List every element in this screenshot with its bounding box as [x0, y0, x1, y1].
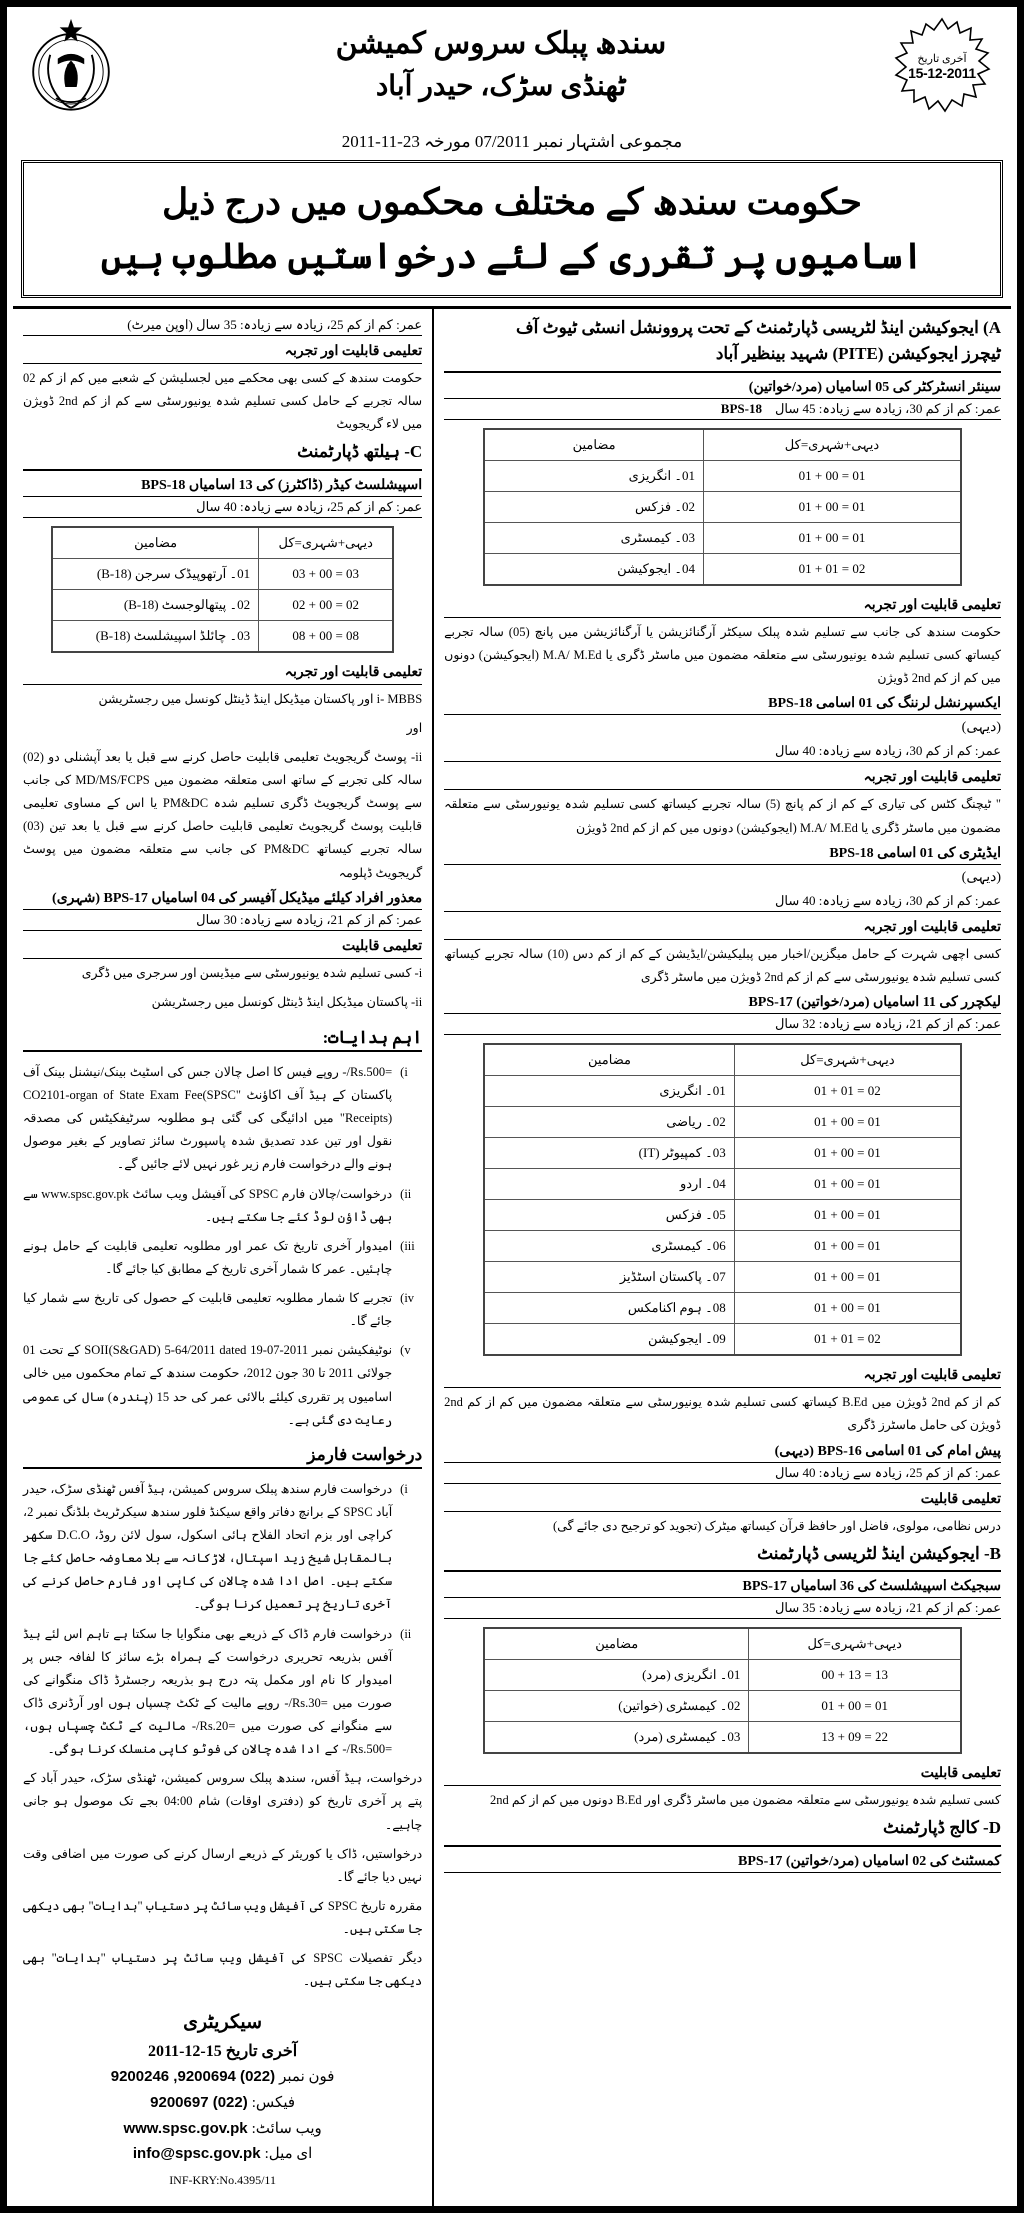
application-note-3: مقررہ تاریخ SPSC کی آفیشل ویب سائٹ پر دستیاب "ہدایات" بھی دیکھی جا سکتی ہیں۔ [23, 1898, 423, 1937]
post-subject-specialist-age: عمر: کم از کم 21، زیادہ سے زیادہ: 35 سال [444, 1598, 1001, 1619]
list-item [23, 1284, 422, 1336]
government-crest [23, 17, 119, 121]
list-item [23, 1620, 422, 1765]
health-qual-conjunction: اور [406, 720, 423, 735]
website-label: ویب سائٹ: [251, 2120, 322, 2137]
qual-heading-6: تعلیمی قابلیت [444, 1762, 1001, 1786]
row-subject: 02۔ پیتھالوجسٹ (B-18) [52, 589, 259, 620]
col-subject-header: مضامین [484, 429, 703, 461]
lecturer-posts-table [483, 1043, 962, 1356]
phone-number: (022) 9200694, 9200246 [110, 2068, 276, 2086]
section-b-heading: B- ایجوکیشن اینڈ لٹریسی ڈپارٹمنٹ [444, 1541, 1001, 1572]
phone-row [23, 2064, 422, 2090]
health-qual-heading: تعلیمی قابلیت اور تجربہ [23, 661, 422, 685]
item-number: (iv [400, 1291, 415, 1306]
phone-label: فون نمبر [279, 2069, 335, 2086]
post-medical-officer-title: معذور افراد کیلئے میڈیکل آفیسر کی 04 اسامیاں BPS-17 (شہری) [23, 888, 422, 910]
table-row [52, 558, 393, 589]
table-header-row [52, 527, 393, 559]
medical-officer-qual-item-1: i- کسی تسلیم شدہ یونیورسٹی سے میڈیسن اور سرجری میں ڈگری [81, 965, 423, 980]
qual-heading-5: تعلیمی قابلیت [444, 1488, 1001, 1512]
item-number: (ii [400, 1626, 412, 1641]
qual-text-2: " ٹیچنگ کٹس کی تیاری کے کم از کم پانچ (5) سالہ تجربے کیساتھ کسی تسلیم شدہ یونیورسٹی سے متعلقہ مضمون میں ماسٹر ڈگری یا M.A/ M.Ed (ایجوکیشن) دونوں میں کم از کم 2nd ڈویژن [444, 797, 1001, 835]
qual-heading-4: تعلیمی قابلیت اور تجربہ [444, 1364, 1001, 1388]
row-total: 01 = 00 + 01 [734, 1293, 961, 1324]
table-header-row [484, 1628, 961, 1660]
row-subject: 02۔ کیمسٹری (خواتین) [484, 1691, 749, 1722]
post-editor-title: ایڈیٹری کی 01 اسامی BPS-18 [444, 843, 1001, 865]
table-row [484, 1076, 961, 1107]
application-note-2: درخواستیں، ڈاک یا کوریئر کے ذریعے ارسال کرنے کی صورت میں اضافی وقت نہیں دیا جائے گا۔ [23, 1846, 423, 1884]
row-subject: 02۔ ریاضی [484, 1107, 734, 1138]
item-text: درخواست/چالان فارم SPSC کی آفیشل ویب سائٹ www.spsc.gov.pk سے بھی ڈاؤن لوڈ کئے جا سکتے ہیں۔ [23, 1186, 393, 1224]
row-subject: 03۔ کیمسٹری [484, 522, 703, 553]
row-subject: 01۔ انگریزی [484, 460, 703, 491]
banner-line-2: اسامیوں پر تقرری کے لئے درخواستیں مطلوب ہیں [100, 236, 924, 276]
website-row[interactable] [23, 2116, 422, 2142]
table-row [484, 1262, 961, 1293]
row-subject: 04۔ اردو [484, 1169, 734, 1200]
post-senior-instructor-bps: BPS-18 [720, 400, 762, 416]
col-total-header: دیہی+شہری=کل [734, 1044, 961, 1076]
section-a-heading [444, 315, 1001, 373]
row-total: 01 = 00 + 01 [734, 1231, 961, 1262]
col-subject-header: مضامین [52, 527, 259, 559]
table-row [484, 491, 961, 522]
post-editor-age: عمر: کم از کم 30، زیادہ سے زیادہ: 40 سال [444, 891, 1001, 912]
item-number: (iii [400, 1238, 415, 1253]
qual-text-3: کسی اچھی شہرت کے حامل میگزین/اخبار میں پبلیکیشن/ایڈیشن کے کم از کم دس (10) سالہ تجربے کیساتھ کسی تسلیم شدہ یونیورسٹی سے کم از کم 2nd ڈویژن میں ماسٹر ڈگری [444, 947, 1001, 985]
right-column [432, 309, 1011, 2206]
col-subject-header: مضامین [484, 1628, 749, 1660]
crest-icon [23, 17, 119, 121]
deadline-date: 15-12-2011 [908, 65, 976, 82]
email-address[interactable]: info@spsc.gov.pk [132, 2145, 261, 2163]
instructions-list [23, 1058, 422, 1435]
post-lecturer-age: عمر: کم از کم 21، زیادہ سے زیادہ: 32 سال [444, 1014, 1001, 1035]
qual-heading-3: تعلیمی قابلیت اور تجربہ [444, 916, 1001, 940]
org-name: سندھ پبلک سروس کمیشن [335, 27, 667, 60]
deadline-badge [883, 17, 1001, 117]
qual-text-5: درس نظامی، مولوی، فاضل اور حافظ قرآن کیساتھ میٹرک (تجوید کو ترجیح دی جائے گی) [552, 1518, 1001, 1533]
qual-text-4: کم از کم 2nd ڈویژن میں B.Ed کیساتھ کسی تسلیم شدہ یونیورسٹی سے متعلقہ مضمون میں کم از کم 2nd ڈویژن کی حامل ماسٹرز ڈگری [444, 1395, 1001, 1433]
qual-heading-2: تعلیمی قابلیت اور تجربہ [444, 766, 1001, 790]
row-total: 22 = 09 + 13 [749, 1722, 961, 1754]
qual-text-6: کسی تسلیم شدہ یونیورسٹی سے متعلقہ مضمون میں ماسٹر ڈگری اور B.Ed دونوں میں کم از کم 2nd [490, 1793, 1001, 1808]
post-subject-specialist-title: سبجیکٹ اسپیشلسٹ کی 36 اسامیاں BPS-17 [444, 1576, 1001, 1598]
content-columns [13, 306, 1011, 2206]
col-total-header: دیہی+شہری=کل [749, 1628, 961, 1660]
application-forms-list [23, 1475, 422, 1765]
fax-label: فیکس: [251, 2095, 296, 2112]
row-subject: 05۔ فزکس [484, 1200, 734, 1231]
post-editor-area: (دیہی) [961, 869, 1001, 885]
row-total: 01 = 00 + 01 [703, 522, 961, 553]
row-total: 01 = 00 + 01 [734, 1200, 961, 1231]
table-row [52, 589, 393, 620]
section-c-top-age: عمر: کم از کم 25، زیادہ سے زیادہ: 35 سال (اوپن میرٹ) [23, 315, 422, 336]
item-number: (ii [400, 1186, 412, 1201]
row-total: 01 = 00 + 01 [703, 460, 961, 491]
section-a-heading-line2: ٹیچرز ایجوکیشن (PITE) شہید بینظیر آباد [715, 344, 1001, 364]
fax-number: (022) 9200697 [150, 2094, 248, 2112]
section-a-heading-line1: A) ایجوکیشن اینڈ لٹریسی ڈپارٹمنٹ کے تحت پروونشل انسٹی ٹیوٹ آف [516, 318, 1001, 337]
item-number: (i [400, 1064, 408, 1079]
medical-officer-qual-item-2: ii- پاکستان میڈیکل اینڈ ڈینٹل کونسل میں رجسٹریشن [151, 994, 423, 1009]
application-note-4: دیگر تفصیلات SPSC کی آفیشل ویب سائٹ پر دستیاب "ہدایات" بھی دیکھی جا سکتی ہیں۔ [23, 1951, 423, 1989]
senior-instructor-posts-table [483, 428, 962, 586]
row-total: 13 = 13 + 00 [749, 1660, 961, 1691]
row-total: 02 = 01 + 01 [734, 1076, 961, 1107]
row-total: 01 = 00 + 01 [703, 491, 961, 522]
qual-heading-1: تعلیمی قابلیت اور تجربہ [444, 594, 1001, 618]
row-subject: 01۔ انگریزی [484, 1076, 734, 1107]
row-total: 02 = 01 + 01 [734, 1324, 961, 1356]
row-subject: 03۔ چائلڈ اسپیشلسٹ (B-18) [52, 620, 259, 652]
email-label: ای میل: [264, 2146, 313, 2163]
banner-line-1: حکومت سندھ کے مختلف محکموں میں درج ذیل [162, 182, 862, 222]
list-item [23, 1475, 422, 1620]
post-d-title: کمسٹنٹ کی 02 اسامیاں (مرد/خواتین) BPS-17 [444, 1851, 1001, 1873]
post-senior-instructor-title: سینئر انسٹرکٹر کی 05 اسامیاں (مرد/خواتین) [444, 377, 1001, 399]
table-row [484, 1660, 961, 1691]
row-subject: 03۔ کیمسٹری (مرد) [484, 1722, 749, 1754]
medical-officer-qual-heading: تعلیمی قابلیت [23, 935, 422, 959]
list-item [23, 1058, 422, 1180]
row-subject: 01۔ انگریزی (مرد) [484, 1660, 749, 1691]
row-total: 01 = 00 + 01 [749, 1691, 961, 1722]
row-subject: 03۔ کمپیوٹر (IT) [484, 1138, 734, 1169]
post-experiential-learning-age: عمر: کم از کم 30، زیادہ سے زیادہ: 40 سال [444, 741, 1001, 762]
section-c-heading: C- ہیلتھ ڈپارٹمنٹ [23, 439, 422, 470]
col-total-header: دیہی+شہری=کل [259, 527, 394, 559]
table-row [484, 1691, 961, 1722]
table-row [52, 620, 393, 652]
list-item [23, 1180, 422, 1232]
item-text: درخواست فارم سندھ پبلک سروس کمیشن، ہیڈ آفس ٹھنڈی سڑک، حیدر آباد SPSC کے برانچ دفاتر واقع سیکنڈ فلور سندھ سیکرٹریٹ بلڈنگ نمبر 2، کراچی اور بزم اتحاد الفلاح ہائی اسکول، سول لائن روڈ، D.C.O سکھر بالمقابل شیخ زید اسپتال، لاڑکانہ سے بلا معاوضہ حاصل کئے جا سکتے ہیں۔ اصل ادا شدہ چالان کی کاپی اور فارم حاصل کرنے کی آخری تاریخ پر تعمیل کرنا ہوگی۔ [23, 1481, 393, 1612]
main-banner [21, 160, 1003, 298]
row-subject: 09۔ ایجوکیشن [484, 1324, 734, 1356]
deadline-label: آخری تاریخ [917, 52, 967, 65]
row-total: 01 = 00 + 01 [734, 1262, 961, 1293]
table-row [484, 1324, 961, 1356]
health-qual-item-2: ii- پوسٹ گریجویٹ تعلیمی قابلیت حاصل کرنے سے قبل یا بعد آپشنلی دو (02) سالہ کلی تجربے کے ساتھ اسی متعلقہ مضمون میں MD/MS/FCPS کی جانب سے پوسٹ گریجویٹ ڈگری تسلیم شدہ PM&DC یا اس کے مساوی تعلیمی قابلیت پوسٹ گریجویٹ تعلیمی قابلیت حاصل کرنے سے قبل یا بعد تین (03) سالہ تجربے کیساتھ PM&DC کی جانب سے متعلقہ مضمون میں پوسٹ گریجویٹ ڈپلومہ [23, 749, 423, 880]
item-text: نوٹیفکیشن نمبر SOII(S&GAD) 5-64/2011 dated 19-07-2011 کے تحت 01 جولائی 2011 تا 30 جون 2012، حکومت سندھ کے تمام محکموں میں خالی اسامیوں پر تقرری کیلئے بالائی عمر کی حد 15 (پندرہ) سال کی عمومی رعایت دی گئی ہے۔ [23, 1343, 393, 1427]
table-row [484, 1293, 961, 1324]
row-subject: 04۔ ایجوکیشن [484, 553, 703, 585]
row-total: 01 = 00 + 01 [734, 1169, 961, 1200]
website-url[interactable]: www.spsc.gov.pk [123, 2119, 248, 2137]
post-senior-instructor-age-text: عمر: کم از کم 30، زیادہ سے زیادہ: 45 سال [774, 400, 1001, 416]
left-column [13, 309, 432, 2206]
row-subject: 08۔ ہوم اکنامکس [484, 1293, 734, 1324]
table-row [484, 1231, 961, 1262]
advert-number: مجموعی اشتہار نمبر 07/2011 مورخہ 23-11-2011 [341, 132, 683, 151]
item-number: (v [400, 1343, 411, 1358]
row-subject: 06۔ کیمسٹری [484, 1231, 734, 1262]
post-medical-officer-age: عمر: کم از کم 21، زیادہ سے زیادہ: 30 سال [23, 910, 422, 931]
inf-number: INF-KRY:No.4395/11 [169, 2172, 276, 2187]
row-total: 02 = 00 + 02 [259, 589, 394, 620]
table-row [484, 1107, 961, 1138]
item-text: تجربے کا شمار مطلوبہ تعلیمی قابلیت کے حصول کی تاریخ سے شمار کیا جائے گا۔ [23, 1291, 393, 1329]
post-senior-instructor-age [444, 399, 1001, 420]
section-c-top-qual-heading: تعلیمی قابلیت اور تجربہ [23, 340, 422, 364]
col-subject-header: مضامین [484, 1044, 734, 1076]
post-specialist-cadre-title: اسپیشلسٹ کیڈر (ڈاکٹرز) کی 13 اسامیاں BPS-18 [23, 475, 422, 497]
row-total: 03 = 00 + 03 [259, 558, 394, 589]
post-lecturer-title: لیکچرر کی 11 اسامیاں (مرد/خواتین) BPS-17 [444, 992, 1001, 1014]
post-experiential-learning-area: (دیہی) [961, 720, 1001, 736]
table-row [484, 1169, 961, 1200]
health-posts-table [51, 526, 394, 653]
item-text: =Rs.500/- روپے فیس کا اصل چالان جس کی اسٹیٹ بینک/نیشنل بینک آف پاکستان کے ہیڈ آف اکاؤنٹ "CO2101-organ of State Exam Fee(SPSC Receipts)" میں ادائیگی کی گئی ہو مطلوبہ سرٹیفکیٹس کی مصدقہ نقول اور تین عدد تصدیق شدہ پاسپورٹ سائز تصاویر کے بغیر موصول ہونے والے درخواست فارم زیر غور نہیں لائے جائیں گے۔ [23, 1064, 393, 1172]
col-total-header: دیہی+شہری=کل [703, 429, 961, 461]
row-total: 02 = 01 + 01 [703, 553, 961, 585]
list-item [23, 1232, 422, 1284]
row-total: 01 = 00 + 01 [734, 1138, 961, 1169]
table-row [484, 1200, 961, 1231]
application-note-1: درخواست، ہیڈ آفس، سندھ پبلک سروس کمیشن، ٹھنڈی سڑک، حیدر آباد کے پتے پر آخری تاریخ کو (دفتری اوقات) شام 04:00 بجے تک موصول ہو جانی چاہیے۔ [23, 1771, 423, 1832]
instructions-heading: اہم ہدایات: [23, 1027, 422, 1052]
table-row [484, 1722, 961, 1754]
email-row[interactable] [23, 2141, 422, 2167]
fax-row [23, 2090, 422, 2116]
row-total: 01 = 00 + 01 [734, 1107, 961, 1138]
post-specialist-cadre-age: عمر: کم از کم 25، زیادہ سے زیادہ: 40 سال [23, 497, 422, 518]
footer-last-date: آخری تاریخ 15-12-2011 [147, 2042, 298, 2060]
item-text: درخواست فارم ڈاک کے ذریعے بھی منگوایا جا سکتا ہے تاہم اس لئے ہیڈ آفس بذریعہ تحریری درخواست کے ہمراہ بڑے سائز کا لفافہ جس پر امیدوار کا نام اور مکمل پتہ درج ہو بذریعہ رجسٹرڈ ڈاک منگوانے کی صورت میں =Rs.30/- روپے مالیت کے ٹکٹ چسپاں ہوں اور آرڈنری ڈاک سے منگوانے کی صورت میں =Rs.20/- مالیت کے ٹکٹ چسپاں ہوں، =Rs.500/- کے ادا شدہ چالان کی فوٹو کاپی منسلک کرنا ہوگی۔ [23, 1626, 393, 1757]
row-subject: 07۔ پاکستان اسٹڈیز [484, 1262, 734, 1293]
table-header-row [484, 1044, 961, 1076]
table-row [484, 1138, 961, 1169]
masthead [7, 7, 1017, 121]
post-pesh-imam-title: پیش امام کی 01 اسامی BPS-16 (دیہی) [444, 1441, 1001, 1463]
row-total: 08 = 00 + 08 [259, 620, 394, 652]
list-item [23, 1336, 422, 1435]
table-row [484, 522, 961, 553]
org-title [119, 17, 883, 108]
org-address: ٹھنڈی سڑک، حیدر آباد [375, 71, 627, 102]
secretary-label: سیکریٹری [183, 2012, 263, 2034]
application-forms-heading: درخواست فارمز [23, 1445, 422, 1469]
table-row [484, 460, 961, 491]
footer [23, 1996, 422, 2196]
health-qual-item-1: i- MBBS اور پاکستان میڈیکل اینڈ ڈینٹل کونسل میں رجسٹریشن [98, 691, 423, 706]
row-subject: 01۔ آرتھوپیڈک سرجن (B-18) [52, 558, 259, 589]
qual-text-1: حکومت سندھ کی جانب سے تسلیم شدہ پبلک سیکٹر آرگنائزیشن یا آرگنائزیشن میں پانچ (05) سالہ تجربے کیساتھ کسی تسلیم شدہ یونیورسٹی سے متعلقہ مضمون میں ماسٹر ڈگری یا M.A/ M.Ed (ایجوکیشن) دونوں میں کم از کم 2nd ڈویژن [444, 624, 1001, 685]
item-text: امیدوار آخری تاریخ تک عمر اور مطلوبہ تعلیمی قابلیت کے حامل ہونے چاہئیں۔ عمر کا شمار آخری تاریخ کے مطابق کیا جائے گا۔ [23, 1238, 393, 1276]
item-number: (i [400, 1481, 408, 1496]
row-subject: 02۔ فزکس [484, 491, 703, 522]
table-header-row [484, 429, 961, 461]
section-c-top-qual-text: حکومت سندھ کے کسی بھی محکمے میں لجسلیشن کے شعبے میں کم از کم 02 سالہ تجربے کے حامل کسی تسلیم شدہ یونیورسٹی سے کم از کم 2nd ڈویژن میں لاء گریجویٹ [23, 371, 423, 432]
subject-specialist-posts-table [483, 1627, 962, 1754]
table-row [484, 553, 961, 585]
post-experiential-learning-title: ایکسپرنشل لرننگ کی 01 اسامی BPS-18 [444, 693, 1001, 715]
section-d-heading: D- کالج ڈپارٹمنٹ [444, 1815, 1001, 1846]
post-pesh-imam-age: عمر: کم از کم 25، زیادہ سے زیادہ: 40 سال [444, 1463, 1001, 1484]
